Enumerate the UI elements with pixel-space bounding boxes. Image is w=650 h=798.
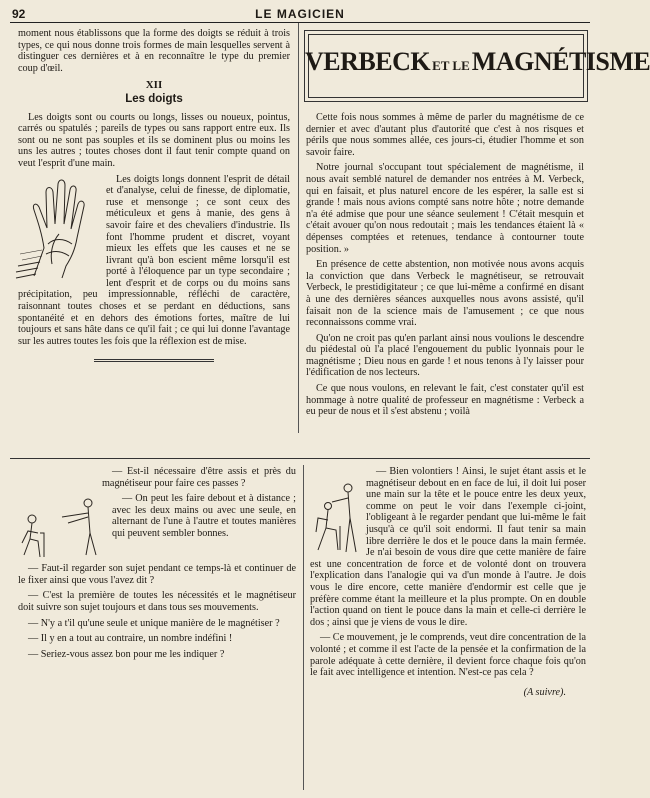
hand-illustration (14, 174, 102, 282)
page-number: 92 (12, 7, 26, 21)
middle-rule (10, 458, 590, 459)
to-be-continued: (A suivre). (523, 686, 566, 698)
answer-2: — C'est la première de toutes les nécessités et le magnétiseur doit suivre son sujet toujours et dans tous ses mouvements. (18, 590, 296, 613)
intro-paragraph: moment nous établissons que la forme des doigts se réduit à trois types, ce qui nous donne trois formes de main lesquelles servent à distinguer ces dernières et à en reconnaître le type du premier coup d'œil. (18, 28, 290, 74)
section-end-rule (94, 359, 214, 362)
article-paragraph-3: En présence de cette abstention, non motivée nous avons acquis la conviction que dans Verbeck le magnétiseur, se retrouvait Verbeck, le prestidigitateur ; ce que lui-même a confirmé en disant à une des dernières séances auxquelles nous avons assisté, qu'il faisait non de la science mais de l'amusement ; ce que nous reconnaissons comme vrai. (306, 259, 584, 329)
article-paragraph-5: Ce que nous voulons, en relevant le fait, c'est constater qu'il est hommage à notre qualité de professeur en magnétisme : Verbeck a eu peur de nous et il s'est abstenu ; voilà (306, 383, 584, 418)
title-magnetisme: MAGNÉTISME (471, 47, 650, 76)
article-title (305, 47, 650, 77)
right-column (306, 112, 584, 422)
question-4: — Seriez-vous assez bon pour me les indiquer ? (28, 648, 225, 660)
reply-paragraph-2: — Ce mouvement, je le comprends, veut dire concentration de la volonté ; et comme il est l'acte de la pensée et la confirmation de la parole adéquate à cette dernière, il devient force chaque fois qu'on le fait avec intelligence et intention. N'est-ce pas cela ? (310, 632, 586, 679)
article-paragraph-4: Qu'on ne croit pas qu'en parlant ainsi nous voulions le descendre du piédestal où l'a placé l'engouement du public lyonnais pour le magnétisme ; Dieu nous en garde ! et nous tenons à l'y laisser pour l'édification de nos lecteurs. (306, 332, 584, 379)
article-paragraph-2: Notre journal s'occupant tout spécialement de magnétisme, il nous avait semblé naturel de demander nos entrées à M. Verbeck, qui en faisait, et plus naturel encore de les espérer, la salle est si grande ! mais nous avions compté sans notre hôte ; notre demande n'a été admise que pour une séance seulement ! C'était mesquin et c'était avouer qu'on nous redoutait ; mais les tendances étaient là « dépenses comptées et retenues, tendance à contourner toute position. » (306, 162, 584, 255)
answer-3: — Il y en a tout au contraire, un nombre indéfini ! (28, 633, 233, 645)
hand-on-head-illustration (310, 466, 362, 558)
reply-paragraph-1: — Bien volontiers ! Ainsi, le sujet étant assis et le magnétiseur debout en en face de lui, il doit lui poser une main sur la tête et le pouce entre les deux yeux, comme on peut le voir dans l'exemple ci-joint, l'obligeant à le regarder pendant que lui-même le fait jusqu'à ce qu'il soit endormi. Il faut tenir sa main libre derrière le dos et le pouce dans la main fermée. Je n'ai besoin de vous dire que cette manière de faire est une concentration de force et de volonté dont on trouvera l'explication dans l'analogie qui va d'un monde à l'autre. Je dois vous le dire encore, cette manière d'endormir est celle que je préfère comme étant la meilleure et la plus prompte. On en double l'action quand on tient le pouce dans la main et celle-ci derrière le dos ; ainsi que je viens de vous le dire. (310, 466, 586, 628)
dialogue-left-column (18, 466, 296, 664)
journal-title: LE MAGICIEN (255, 7, 345, 21)
running-header (10, 6, 590, 22)
title-et-le: ET LE (432, 58, 470, 73)
magnetizer-figure-icon (18, 493, 108, 563)
seated-subject-icon (310, 466, 362, 558)
palm-icon (14, 174, 102, 282)
section-number: XII (145, 79, 163, 92)
column-rule-top (298, 23, 299, 433)
question-3: — N'y a t'il qu'une seule et unique manière de le magnétiser ? (28, 617, 280, 629)
article-paragraph-1: Cette fois nous sommes à même de parler du magnétisme de ce dernier et avec d'autant plus d'autorité que c'est à nos risques et périls que nous sommes allée, ces jours-ci, étudier l'homme et son savoir faire. (306, 112, 584, 158)
answer-1: — On peut les faire debout et à distance ; avec les deux mains ou avec une seule, en alternant de l'une à l'autre et toutes manières qui peuvent sembler bonnes. (112, 493, 296, 539)
column-rule-bottom (303, 465, 304, 790)
title-verbeck: VERBECK (305, 47, 431, 76)
article-title-box (304, 30, 650, 102)
left-column (18, 28, 290, 362)
header-rule (10, 22, 590, 23)
question-2: — Faut-il regarder son sujet pendant ce temps-là et continuer de le fixer ainsi que vous l'avez dit ? (18, 563, 296, 586)
section-title: Les doigts (125, 92, 183, 105)
fingers-paragraph-2: Les doigts longs donnent l'esprit de détail et d'analyse, celui de finesse, de diplomatie, ruse et mensonge ; ce sont ceux des méticuleux et gens à manie, des gens à savoir faire et des chevaliers d'industrie. Ils font l'homme prudent et discret, voyant mieux les effets que les causes et ne se livrant qu'à bon escient même lorsqu'il est porté à l'éloquence par un type secondaire ; lent d'esprit et de corps ou du moins sans précipitation, peu impressionnable, réfléchi de caractère, raisonnant toutes choses et se perdant en déductions, sans spontanéité et en dehors des émotions fortes, maître de lui toujours et sans hâte dans ce qu'il fait ; ce qui lui donne l'avantage sur les autres toutes les fois que la réflexion est de mise. (18, 173, 290, 347)
question-1: — Est-il nécessaire d'être assis et près du magnétiseur pour faire ces passes ? (102, 466, 296, 489)
dialogue-right-column (310, 466, 586, 698)
fingers-paragraph-1: Les doigts sont ou courts ou longs, lisses ou noueux, pointus, carrés ou spatulés ; pareils de types ou sans rapport entre eux. Ils sont ou ne sont pas souples et ils se dominent plus ou moins les uns les autres ; toutes choses dont il faut tenir compte quand on veut l'esprit d'une main. (18, 111, 290, 169)
standing-magnetizer-illustration (18, 493, 108, 563)
